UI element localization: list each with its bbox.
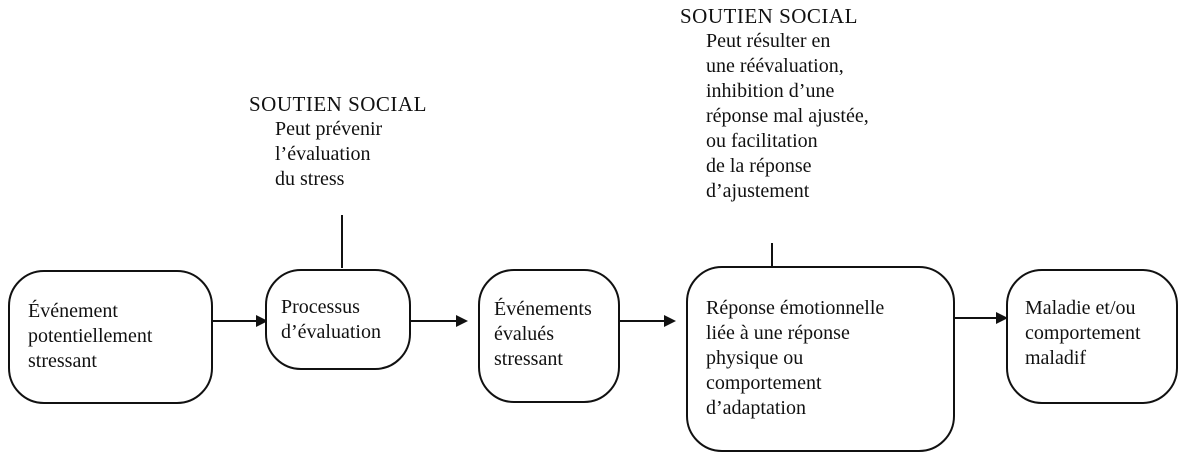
node-potential-stressor (8, 270, 213, 404)
node-illness-behavior (1006, 269, 1178, 404)
node-appraisal-process (265, 269, 411, 370)
social-support-title-top: SOUTIEN SOCIAL (680, 4, 858, 28)
social-support-title-left: SOUTIEN SOCIAL (249, 92, 427, 116)
node-appraisal-process-label: Processus d’évaluation (281, 296, 381, 343)
node-illness-behavior-label: Maladie et/ou comportement maladif (1025, 297, 1141, 369)
node-emotional-response (686, 266, 955, 452)
node-emotional-response-label: Réponse émotionnelle liée à une réponse physique ou comportement d’adaptation (706, 297, 885, 419)
node-appraised-stressful-label: Événements évalués stressant (494, 298, 592, 370)
node-potential-stressor-label: Événement potentiellement stressant (28, 300, 153, 372)
node-appraised-stressful (478, 269, 620, 403)
social-support-body-left: Peut prévenir l’évaluation du stress (275, 118, 383, 190)
social-support-body-top: Peut résulter en une réévaluation, inhibition d’une réponse mal ajustée, ou facilitation de la réponse d’ajustement (706, 30, 869, 202)
